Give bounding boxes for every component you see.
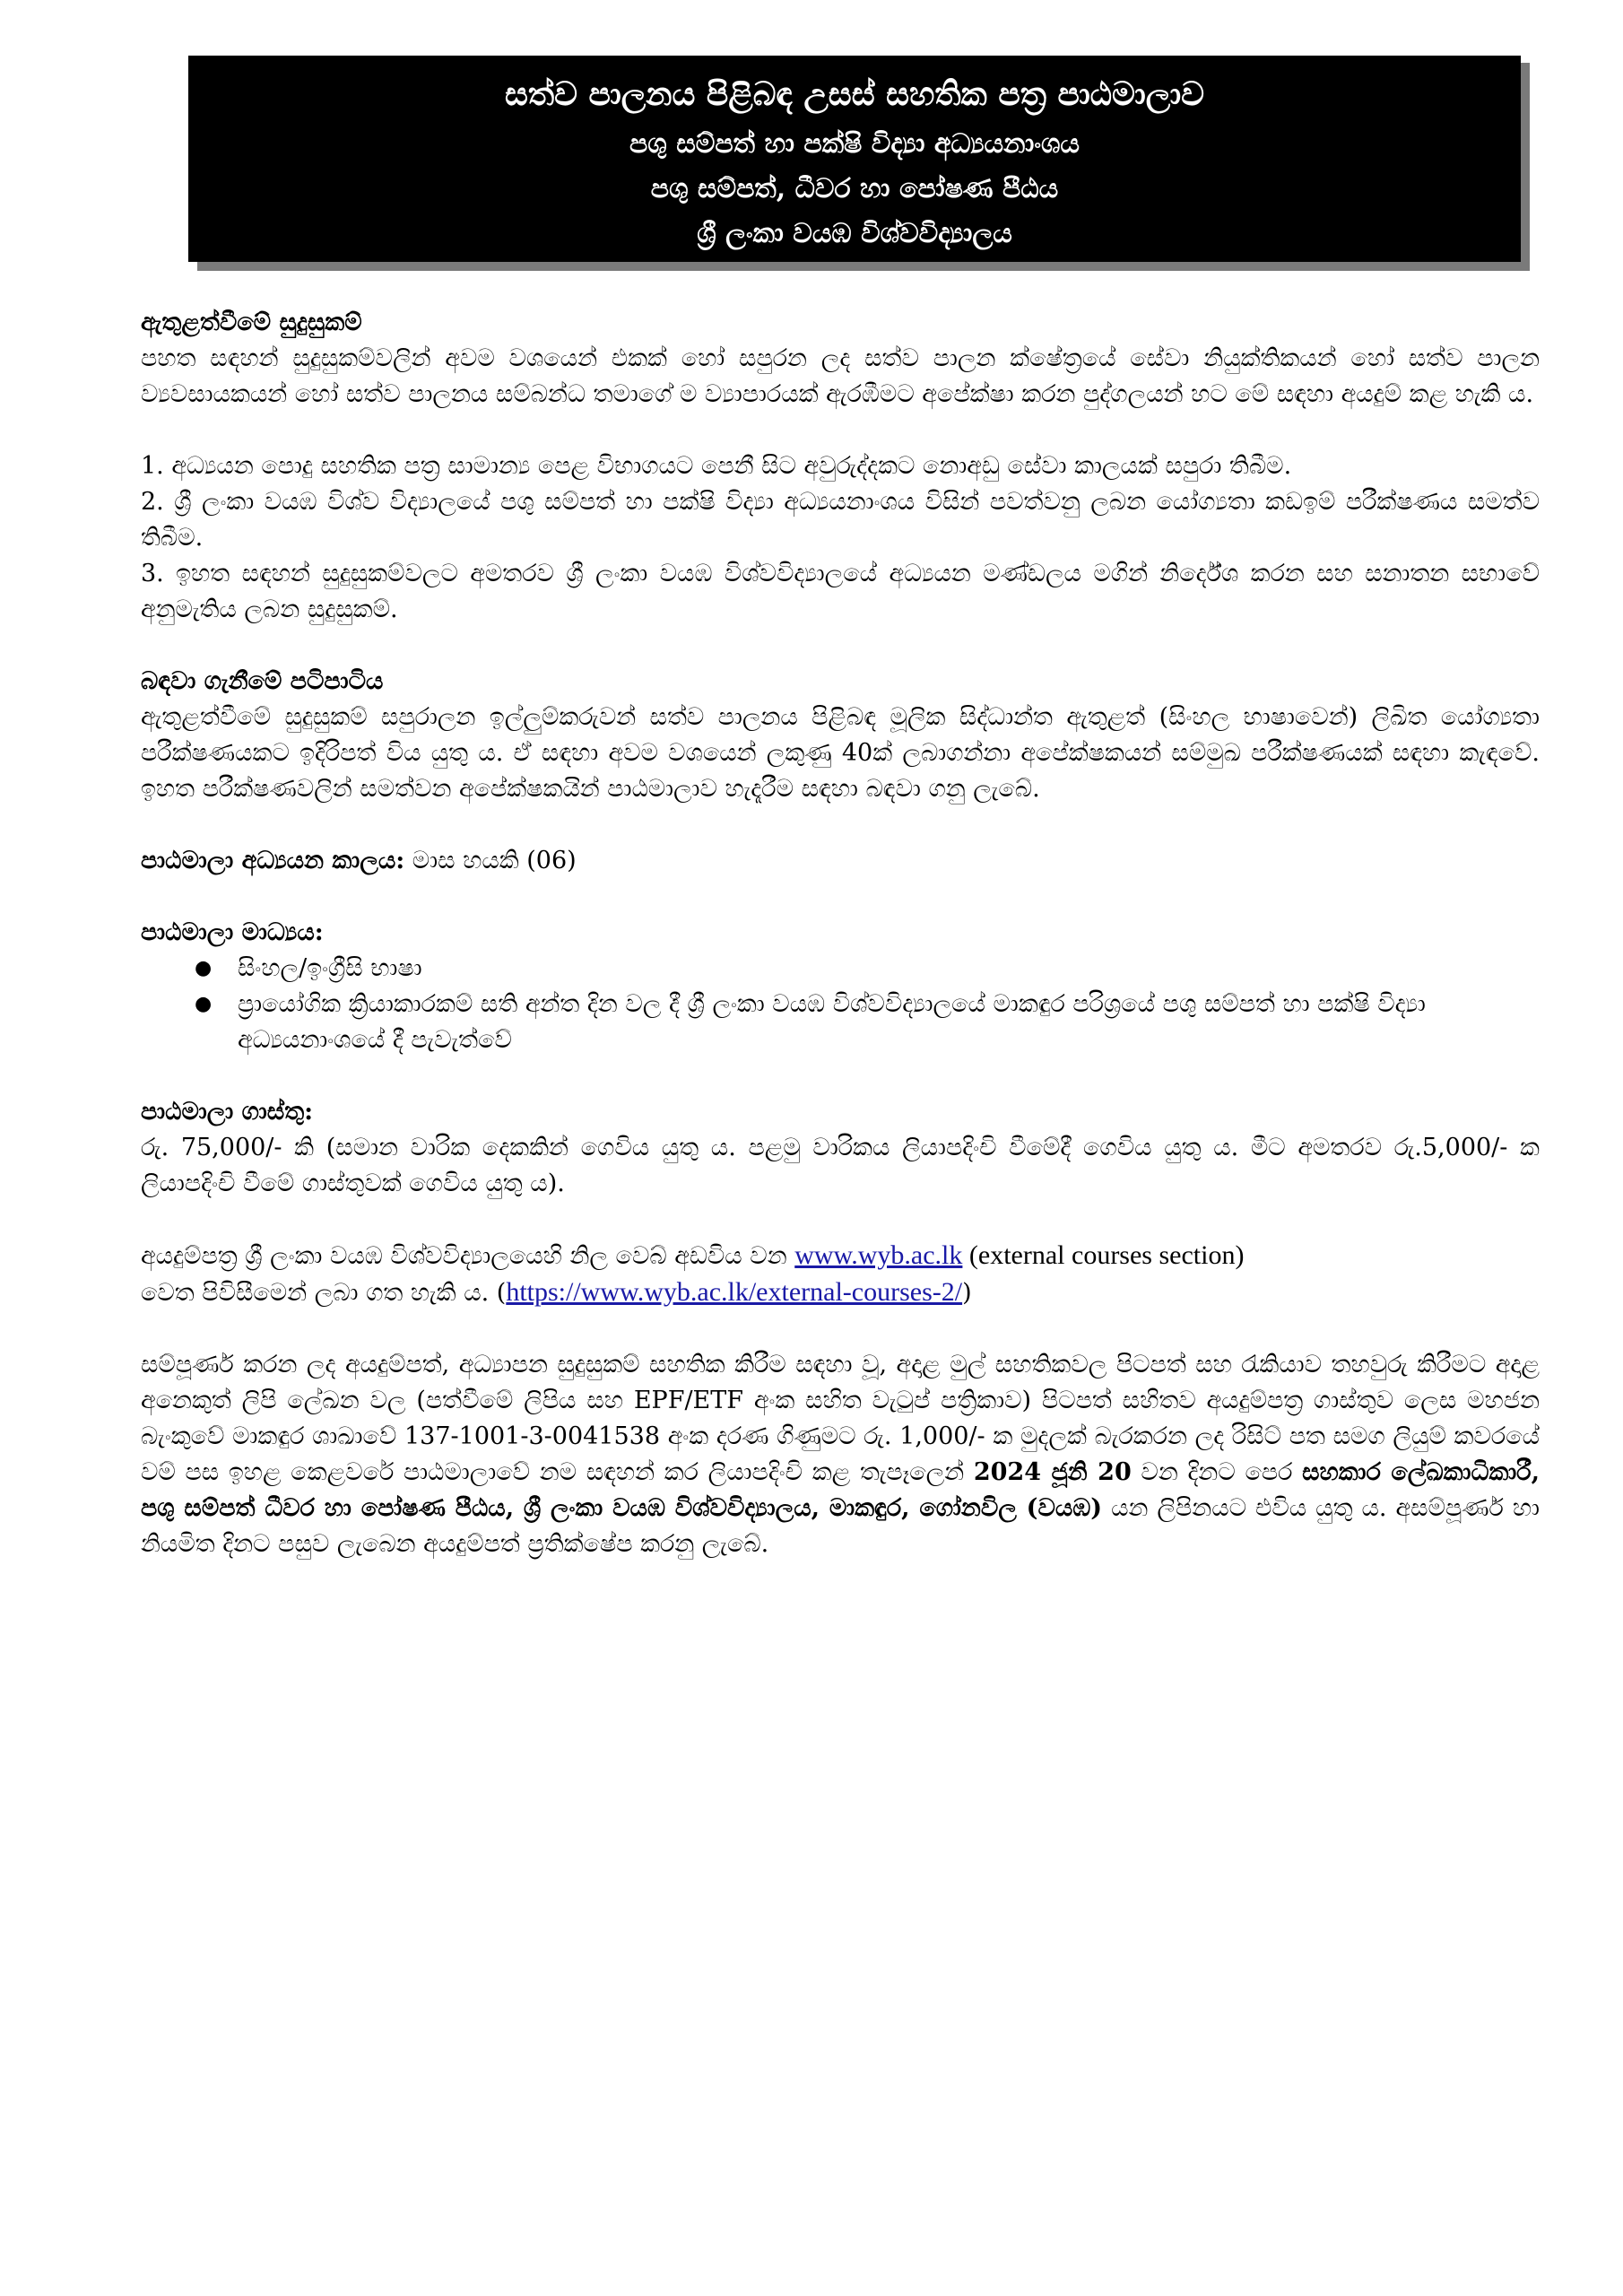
requirement-item-1: 1. අධ්‍යයන පොදු සහතික පත්‍ර සාමාන්‍ය පෙළ විභාගයට පෙනී සිට අවුරුද්දකට නොඅඩු සේවා කාලයක් සපුරා තිබීම.	[141, 452, 1292, 480]
selection-procedure-text: ඇතුළත්වීමේ සුදුසුකම් සපුරාලන ඉල්ලුම්කරුවන් සත්ව පාලනය පිළිබඳ මූලික සිද්ධාන්ත ඇතුළත් (සිංහල භාෂාවෙන්) ලිඛිත යෝග්‍යතා පරීක්ෂණයකට ඉදිරිපත් විය යුතු ය. ඒ සඳහා අවම වශයෙන් ලකුණු 40ක් ලබාගන්නා අපේක්ෂකයන් සම්මුඛ පරීක්ෂණයක් සඳහා කැඳවේ. ඉහත පරීක්ෂණවලින් සමත්වන අපේක්ෂකයින් පාඨමාලාව හැදෑරීම සඳහා බඳවා ගනු ලැබේ.	[141, 703, 1540, 803]
application-text-close: )	[962, 1279, 972, 1307]
external-courses-link[interactable]: https://www.wyb.ac.lk/external-courses-2/	[506, 1277, 963, 1307]
requirement-item-3: 3. ඉහත සඳහන් සුදුසුකම්වලට අමතරව ශ්‍රී ලංකා වයඹ විශ්වවිද්‍යාලයේ අධ්‍යයන මණ්ඩලය මගින් නිර්දේශ කරන සහ සනාතන සභාවේ අනුමැතිය ලබන සුදුසුකම්.	[141, 560, 1540, 623]
submission-address: සහකාර ලේඛකාධිකාරී, පශු සම්පත් ධීවර හා පෝෂණ පීඨය, ශ්‍රී ලංකා වයඹ විශ්වවිද්‍යාලය, මාකඳුර, ගෝනවිල (වයඹ)	[141, 1458, 1540, 1522]
medium-bullet-2: ප්‍රායෝගික ක්‍රියාකාරකම් සති අන්ත දින වල දී ශ්‍රී ලංකා වයඹ විශ්වවිද්‍යාලයේ මාකඳුර පරිශ්‍රයේ පශු සම්පත් හා පක්ෂි විද්‍යා අධ්‍යයනාංශයේ දී පැවැත්වේ	[238, 990, 1426, 1054]
list-item	[141, 951, 1565, 987]
entry-requirements-heading: ඇතුළත්වීමේ සුදුසුකම්	[141, 309, 362, 336]
bullet-icon: ●	[195, 993, 213, 1015]
course-fees-heading: පාඨමාලා ගාස්තු:	[141, 1098, 314, 1126]
bullet-icon: ●	[195, 957, 213, 979]
department-name: පශු සම්පත් හා පක්ෂි විද්‍යා අධ්‍යයනාංශය	[629, 128, 1080, 160]
course-medium-heading: පාඨමාලා මාධ්‍යය:	[141, 918, 324, 946]
application-text-before: අයදුම්පත්‍ර ශ්‍රී ලංකා වයඹ විශ්වවිද්‍යාලයෙහි නිල වෙබ් අඩවිය වන	[141, 1242, 795, 1270]
submission-instructions	[141, 1347, 1540, 1562]
submission-text-3: යන ලිපිනයට එවිය යුතු ය. අසම්පූර්ණ හා නියමිත දිනට පසුව ලැබෙන අයදුම්පත් ප්‍රතික්ෂේප කරනු ලැබේ.	[141, 1494, 1540, 1558]
application-section-note: (external courses section)	[962, 1240, 1245, 1270]
application-text-line2: වෙත පිවිසීමෙන් ලබා ගත හැකි ය. (	[141, 1279, 507, 1307]
submission-text-1: සම්පූර්ණ කරන ලද අයදුම්පත්, අධ්‍යාපන සුදුසුකම් සහතික කිරීම සඳහා වූ, අදාළ මුල් සහතිකවල පිටපත් සහ රැකියාව තහවුරු කිරීමට අදාළ අනෙකුත් ලිපි ලේඛන වල (පත්වීමේ ලිපිය සහ EPF/ETF අංක සහිත වැටුප් පත්‍රිකාව) පිටපත් සහිතව අයදුම්පත්‍ර ගාස්තුව ලෙස මහජන බැංකුවේ මාකඳුර ශාඛාවේ 137-1001-3-0041538 අංක දරණ ගිණුමට රු. 1,000/- ක මුදලක් බැරකරන ලද රිසිට් පත සමග ලියුම් කවරයේ වම් පස ඉහළ කෙළවරේ පාඨමාලාවේ නම සඳහන් කර ලියාපදිංචි කළ තැපෑලෙන්	[141, 1351, 1540, 1486]
course-medium-list	[141, 951, 1540, 1058]
course-duration-label: පාඨමාලා අධ්‍යයන කාලය:	[141, 847, 405, 874]
document-header	[188, 56, 1521, 262]
submission-text-2: වන දිනට පෙර	[1131, 1458, 1303, 1486]
document-body	[141, 305, 1540, 1562]
selection-procedure-heading: බඳවා ගැනීමේ පටිපාටිය	[141, 667, 384, 695]
submission-deadline: 2024 ජූනි 20	[973, 1458, 1132, 1486]
requirement-item-2: 2. ශ්‍රී ලංකා වයඹ විශ්ව විද්‍යාලයේ පශු සම්පත් හා පක්ෂි විද්‍යා අධ්‍යයනාංශය විසින් පවත්වනු ලබන යෝග්‍යතා කඩඉම් පරීක්ෂණය සමත්ව තිබීම.	[141, 488, 1540, 552]
course-duration	[141, 843, 1540, 879]
course-fees-text: රු. 75,000/- කි (සමාන වාරික දෙකකින් ගෙවිය යුතු ය. පළමු වාරිකය ලියාපදිංචි වීමේදී ගෙවිය යුතු ය. මීට අමතරව රු.5,000/- ක ලියාපදිංචි වීමේ ගාස්තුවක් ගෙවිය යුතු ය).	[141, 1134, 1540, 1197]
website-link[interactable]: www.wyb.ac.lk	[794, 1240, 963, 1270]
course-duration-value: මාස හයකි (06)	[412, 847, 577, 874]
medium-bullet-1: සිංහල/ඉංග්‍රීසි භාෂා	[238, 954, 422, 982]
list-item	[141, 987, 1565, 1058]
application-info	[141, 1238, 1540, 1311]
course-title: සත්ව පාලනය පිළිබඳ උසස් සහතික පත්‍ර පාඨමාලාව	[505, 75, 1204, 113]
faculty-name: පශු සම්පත්, ධීවර හා පෝෂණ පීඨය	[650, 173, 1059, 204]
entry-requirements-intro: පහත සඳහන් සුදුසුකම්වලින් අවම වශයෙන් එකක් හෝ සපුරන ලද සත්ව පාලන ක්ෂේත්‍රයේ සේවා නියුක්තිකයන් හෝ සත්ව පාලන ව්‍යවසායකයන් හෝ සත්ව පාලනය සම්බන්ධ තමාගේ ම ව්‍යාපාරයක් ඇරඹීමට අපේක්ෂා කරන පුද්ගලයන් හට මේ සඳහා අයදුම් කළ හැකි ය.	[141, 344, 1540, 408]
university-name: ශ්‍රී ලංකා වයඹ විශ්වවිද්‍යාලය	[697, 218, 1012, 249]
